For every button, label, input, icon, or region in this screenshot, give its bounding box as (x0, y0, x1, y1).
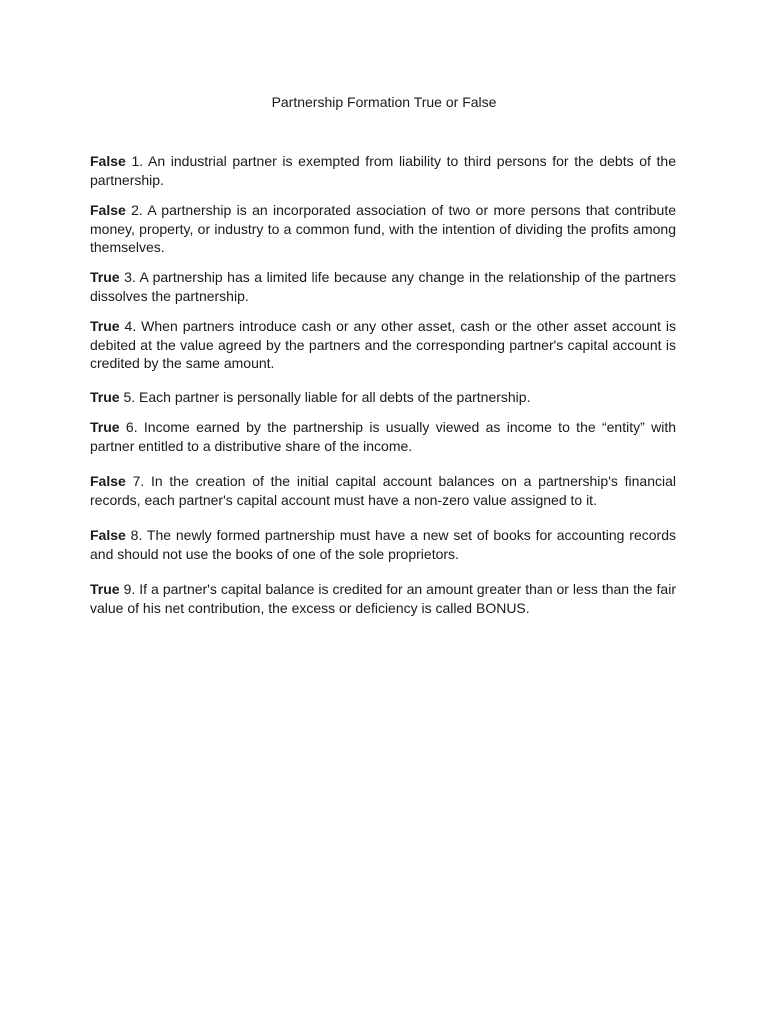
answer-label: False (90, 202, 126, 218)
answer-label: True (90, 419, 120, 435)
question-item-5 (90, 388, 676, 407)
question-text: 2. A partnership is an incorporated association of two or more persons that contribute money, property, or industry to a common fund, with the intention of dividing the profits among themselves. (90, 202, 676, 255)
answer-label: True (90, 581, 120, 597)
answer-label: True (90, 269, 120, 285)
question-text: 9. If a partner's capital balance is credited for an amount greater than or less than the fair value of his net contribution, the excess or deficiency is called BONUS. (90, 581, 676, 616)
question-item-9 (90, 580, 676, 617)
question-item-7 (90, 472, 676, 509)
answer-label: True (90, 318, 120, 334)
question-item-2 (90, 201, 676, 257)
question-text: 4. When partners introduce cash or any other asset, cash or the other asset account is debited at the value agreed by the partners and the corresponding partner's capital account is credited by the same amount. (90, 318, 676, 371)
question-text: 3. A partnership has a limited life because any change in the relationship of the partners dissolves the partnership. (90, 269, 676, 304)
question-text: 1. An industrial partner is exempted from liability to third persons for the debts of the partnership. (90, 153, 676, 188)
question-text: 7. In the creation of the initial capital account balances on a partnership's financial records, each partner's capital account must have a non-zero value assigned to it. (90, 473, 676, 508)
question-item-3 (90, 268, 676, 305)
question-text: 8. The newly formed partnership must have a new set of books for accounting records and should not use the books of one of the sole proprietors. (90, 527, 676, 562)
answer-label: False (90, 153, 126, 169)
answer-label: True (90, 389, 120, 405)
question-text: 6. Income earned by the partnership is usually viewed as income to the “entity” with partner entitled to a distributive share of the income. (90, 419, 676, 454)
question-item-1 (90, 152, 676, 189)
document-title: Partnership Formation True or False (271, 94, 497, 110)
answer-label: False (90, 527, 126, 543)
question-item-4 (90, 317, 676, 373)
question-item-8 (90, 526, 676, 563)
question-text: 5. Each partner is personally liable for all debts of the partnership. (119, 389, 531, 405)
question-item-6 (90, 418, 676, 455)
answer-label: False (90, 473, 126, 489)
